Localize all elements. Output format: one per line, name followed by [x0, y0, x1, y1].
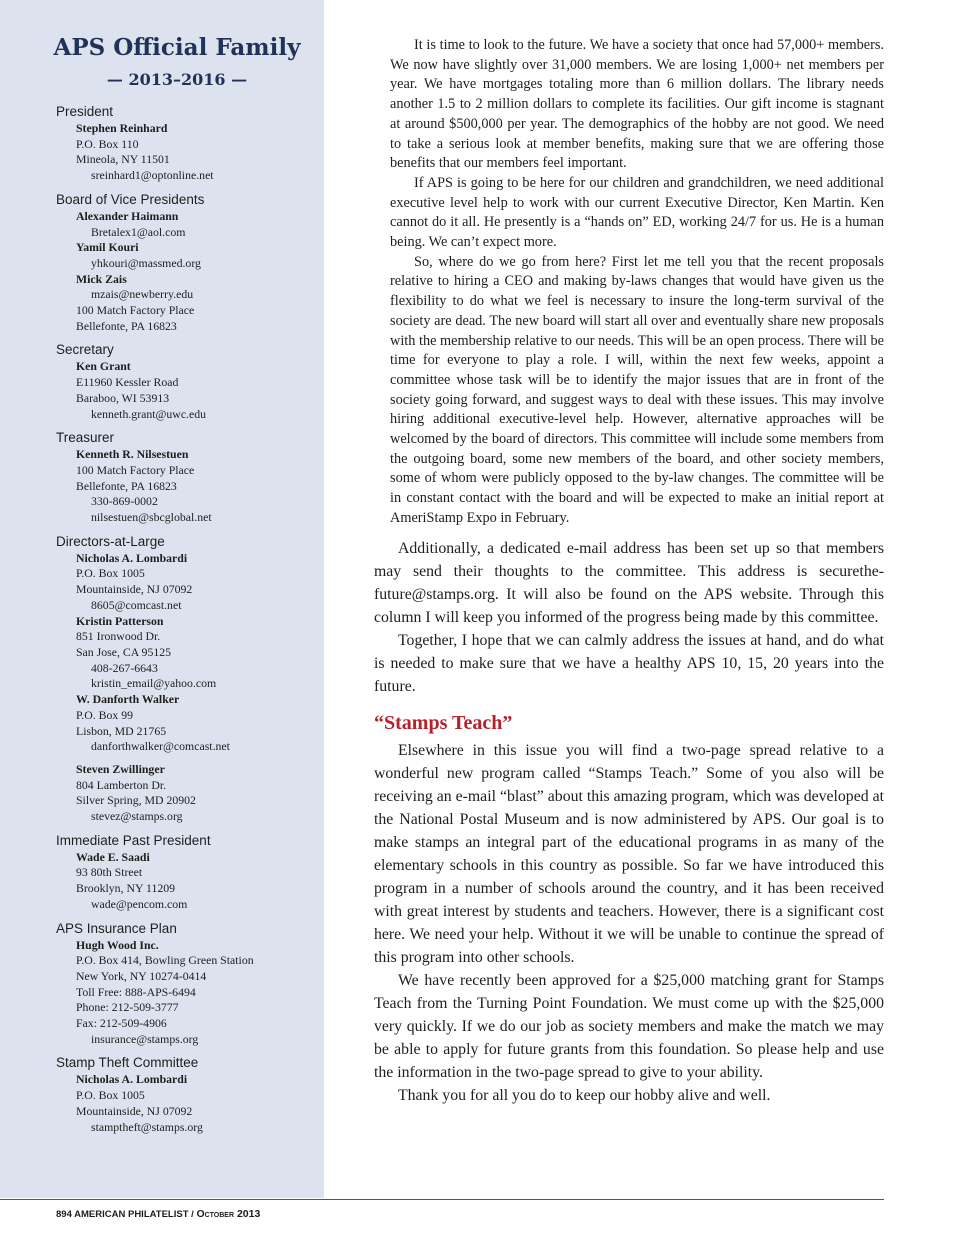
officer-entry [76, 1072, 318, 1135]
officer-name: Ken Grant [76, 359, 131, 374]
contact-line: stamptheft@stamps.org [91, 1119, 203, 1134]
address-line: Baraboo, WI 53913 [76, 390, 170, 405]
group-heading: Directors-at-Large [56, 533, 165, 549]
group-heading: Treasurer [56, 430, 115, 446]
address-line: Mountainside, NJ 07092 [76, 1103, 193, 1118]
officer-name: Mick Zais [76, 271, 127, 286]
address-line: 100 Match Factory Place [76, 462, 195, 477]
contact-line: 408-267-6643 [91, 660, 158, 675]
group-heading: President [56, 104, 114, 119]
contact-line: 330-869-0002 [91, 494, 158, 509]
address-line: E11960 Kessler Road [76, 375, 179, 390]
officer-entry [76, 692, 318, 755]
officer-group [56, 832, 318, 913]
address-line: P.O. Box 1005 [76, 1088, 145, 1103]
body-paragraph: Additionally, a dedicated e-mail address has been set up so that members may send their thoughts to the committee. This address is securethefuture@stamps.org. It will also be found on the APS website. Through this column I will keep you informed of the progress being made by this committee. [374, 539, 884, 626]
quote-paragraph: If APS is going to be here for our children and grandchildren, we need additional executive level help to work with our current Executive Director, Ken Martin. Ken cannot do it all. He presently is a “hands on” ED, working 24/7 for us. He is a human being. We can’t expect more. [390, 174, 884, 251]
quote-paragraph: It is time to look to the future. We have a society that once had 57,000+ members. We now have slightly over 31,000 members. We are losing 1,000+ net members per year. We have mortgages totaling more than 6 million dollars. The library needs another 1.5 to 2 million dollars to complete its facilities. Our gift income is stagnant at around $500,000 per year. The demographics of the hobby are not good. We need to take a serious look at member benefits, making sure that we are offering those benefits that our members feel important. [390, 37, 884, 172]
officer-name: Hugh Wood Inc. [76, 937, 159, 952]
publication-name: AMERICAN PHILATELIST / [74, 1209, 194, 1220]
officer-group [56, 429, 318, 526]
officer-group [56, 533, 318, 825]
address-line: Bellefonte, PA 16823 [76, 318, 177, 333]
address-line: Lisbon, MD 21765 [76, 723, 167, 738]
officer-entry [76, 850, 318, 913]
officer-name: Stephen Reinhard [76, 121, 168, 135]
body-paragraph: Together, I hope that we can calmly address the issues at hand, and do what is needed to make sure that we have a healthy APS 10, 15, 20 years into the future. [374, 631, 884, 695]
sidebar-title: APS Official Family [53, 34, 301, 61]
quote-paragraph: So, where do we go from here? First let me tell you that the recent proposals relative to hiring a CEO and making by-laws changes that would have given us the flexibility to do what we feel is necessary to insure the long-term survival of the society are dead. The new board will start all over and eventually share new proposals with the membership relative to our needs. This will be an open process. There will be time for everyone to play a role. I will, within the next few weeks, appoint a committee whose task will be to identify the major issues that are in front of the society going forward, and suggest ways to deal with these issues. This may involve hiring additional executive-level help. However, alternative approaches will be welcomed by the board of directors. This committee will include some members from the outgoing board, some new members of the board, and other society members, some of whom were publicly opposed to the by-law changes. The committee will be in constant contact with the board and will be expected to make an initial report at AmeriStamp Expo in February. [390, 253, 884, 526]
officer-entry [76, 762, 318, 825]
address-line: Mountainside, NJ 07092 [76, 582, 193, 597]
address-line: Bellefonte, PA 16823 [76, 478, 177, 493]
officer-entry [76, 447, 318, 526]
address-line: Fax: 212-509-4906 [76, 1016, 167, 1031]
address-line: Silver Spring, MD 20902 [76, 793, 196, 808]
officer-name: W. Danforth Walker [76, 692, 180, 707]
officer-entry [76, 240, 318, 271]
group-heading: Board of Vice Presidents [56, 191, 205, 207]
officer-entry [76, 272, 318, 335]
officer-group [56, 191, 318, 335]
issue-date: October 2013 [196, 1208, 261, 1220]
footer-rule [0, 1199, 884, 1200]
page-number: 894 [56, 1209, 72, 1220]
group-heading: Secretary [56, 342, 114, 358]
address-line: 851 Ironwood Dr. [76, 629, 161, 644]
body-paragraph: Elsewhere in this issue you will find a two-page spread relative to a wonderful new program called “Stamps Teach.” Some of you also will be receiving an e-mail “blast” about this amazing program, which was developed at the National Postal Museum and is now administered by APS. Our goal is to make stamps an integral part of the educational programs in as many of the elementary schools in this country as possible. So far we have introduced this program in a number of schools around the country, and it has been received with great interest by students and teachers. However, there is a significant cost here. We need your help. Without it we will be unable to continue the spread of this program into other schools. [374, 741, 884, 966]
contact-line: wade@pencom.com [91, 896, 188, 911]
address-line: P.O. Box 414, Bowling Green Station [76, 953, 254, 968]
officer-entry [76, 938, 318, 1048]
address-line: New York, NY 10274-0414 [76, 968, 207, 983]
address-line: Mineola, NY 11501 [76, 152, 170, 167]
address-line: San Jose, CA 95125 [76, 644, 172, 659]
officer-entry [76, 551, 318, 614]
officer-name: Kristin Patterson [76, 613, 164, 628]
officer-group [56, 1054, 318, 1135]
address-line: 93 80th Street [76, 865, 143, 880]
officer-group [56, 341, 318, 422]
contact-line: Bretalex1@aol.com [91, 224, 186, 239]
page-footer [56, 1208, 260, 1220]
address-line: P.O. Box 110 [76, 136, 139, 151]
group-heading: Stamp Theft Committee [56, 1055, 199, 1071]
contact-line: stevez@stamps.org [91, 809, 183, 824]
quoted-statement [374, 36, 884, 529]
contact-line: insurance@stamps.org [91, 1031, 199, 1046]
officer-entry [76, 359, 318, 422]
address-line: Brooklyn, NY 11209 [76, 881, 176, 896]
officer-group [56, 103, 318, 184]
address-line: 100 Match Factory Place [76, 303, 195, 318]
officer-name: Steven Zwillinger [76, 761, 165, 776]
contact-line: danforthwalker@comcast.net [91, 739, 230, 754]
officer-entry [76, 209, 318, 240]
officer-group [56, 920, 318, 1048]
officer-name: Nicholas A. Lombardi [76, 550, 188, 565]
contact-line: kristin_email@yahoo.com [91, 676, 217, 691]
address-line: Toll Free: 888-APS-6494 [76, 984, 196, 999]
officer-name: Yamil Kouri [76, 240, 139, 255]
body-paragraph: We have recently been approved for a $25,000 matching grant for Stamps Teach from the Turning Point Foundation. We must come up with the $25,000 very quickly. If we do our job as society members and make the match we may be able to apply for future grants from this foundation. So please help and use the information in the two-page spread to give to your ability. [374, 971, 884, 1081]
body-paragraph: Thank you for all you do to keep our hobby alive and well. [398, 1086, 771, 1104]
address-line: Phone: 212-509-3777 [76, 1000, 179, 1015]
address-line: P.O. Box 1005 [76, 566, 145, 581]
contact-line: nilsestuen@sbcglobal.net [91, 510, 212, 525]
officer-name: Nicholas A. Lombardi [76, 1072, 188, 1087]
contact-line: sreinhard1@optonline.net [91, 168, 214, 183]
sidebar-panel [0, 0, 324, 1198]
officer-name: Alexander Haimann [76, 208, 179, 223]
officer-entry [76, 614, 318, 693]
group-heading: APS Insurance Plan [56, 920, 177, 936]
officer-entry [76, 121, 318, 184]
article-column [374, 36, 884, 1107]
address-line: 804 Lamberton Dr. [76, 777, 167, 792]
contact-line: mzais@newberry.edu [91, 287, 194, 302]
officer-groups [56, 103, 318, 1142]
officer-name: Wade E. Saadi [76, 849, 150, 864]
contact-line: 8605@comcast.net [91, 597, 182, 612]
address-line: P.O. Box 99 [76, 707, 134, 722]
article-body-2 [374, 739, 884, 1107]
group-heading: Immediate Past President [56, 832, 211, 848]
article-body-1 [374, 537, 884, 698]
contact-line: kenneth.grant@uwc.edu [91, 406, 207, 421]
section-heading: “Stamps Teach” [374, 711, 513, 734]
sidebar-years: — 2013–2016 — [106, 70, 248, 89]
contact-line: yhkouri@massmed.org [91, 255, 201, 270]
officer-name: Kenneth R. Nilsestuen [76, 447, 189, 462]
